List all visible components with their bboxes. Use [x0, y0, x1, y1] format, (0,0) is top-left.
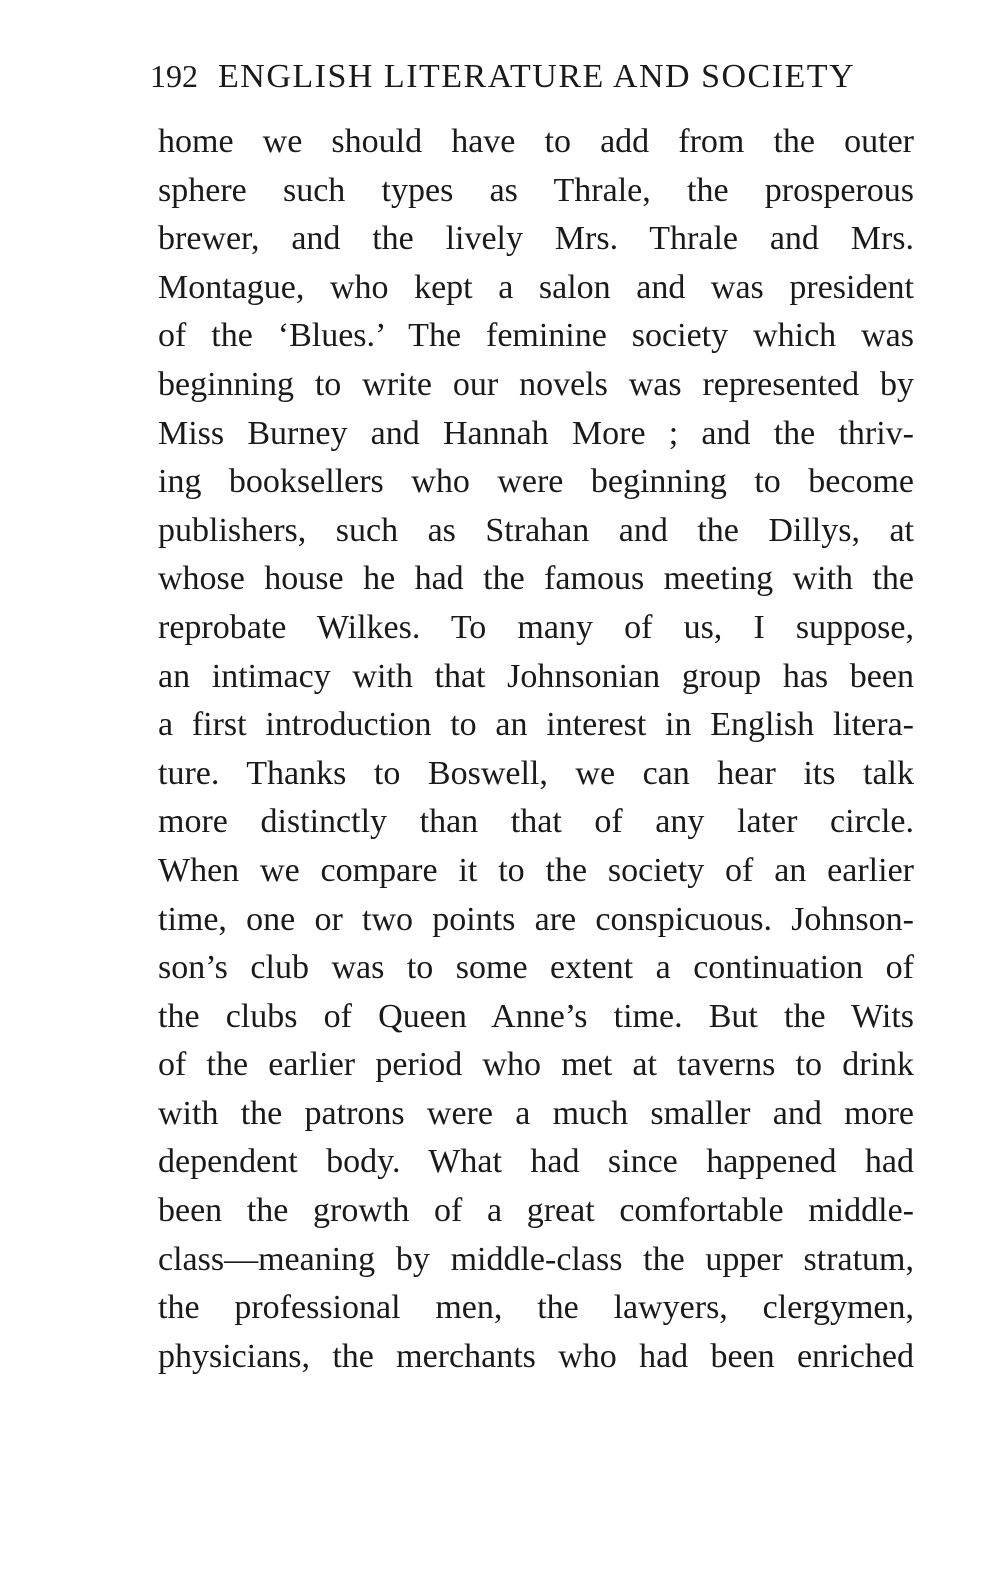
running-head	[150, 52, 920, 100]
running-title: ENGLISH LITERATURE AND SOCIETY	[218, 58, 856, 95]
text-line: physicians, the merchants who had been enriched	[158, 1337, 914, 1375]
text-line: beginning to write our novels was represented by	[158, 365, 914, 403]
text-line: ture. Thanks to Boswell, we can hear its talk	[158, 754, 914, 792]
text-line: ing booksellers who were beginning to become	[158, 463, 914, 501]
text-line: home we should have to add from the outer	[158, 123, 914, 160]
text-line: an intimacy with that Johnsonian group has been	[158, 657, 914, 695]
text-line: been the growth of a great comfortable middle-	[158, 1192, 914, 1230]
text-line: brewer, and the lively Mrs. Thrale and Mrs.	[158, 220, 914, 258]
text-line: of the earlier period who met at taverns to drink	[158, 1046, 914, 1084]
body-text	[158, 118, 914, 1381]
text-line: class—meaning by middle-class the upper stratum,	[158, 1240, 914, 1278]
text-line: When we compare it to the society of an earlier	[158, 851, 914, 889]
text-line: Miss Burney and Hannah More ; and the thriv-	[158, 414, 914, 452]
text-line: son’s club was to some extent a continuation of	[158, 949, 914, 987]
text-line: the clubs of Queen Anne’s time. But the Wits	[158, 997, 914, 1035]
text-line: publishers, such as Strahan and the Dillys, at	[158, 511, 914, 549]
text-line: a first introduction to an interest in English litera-	[158, 706, 914, 744]
page-number: 192	[150, 58, 198, 94]
text-line: sphere such types as Thrale, the prosperous	[158, 171, 914, 209]
text-line: Montague, who kept a salon and was president	[158, 268, 914, 306]
text-line: time, one or two points are conspicuous. Johnson-	[158, 900, 914, 938]
text-line: more distinctly than that of any later circle.	[158, 803, 914, 841]
text-line: reprobate Wilkes. To many of us, I suppose,	[158, 608, 914, 646]
text-line: whose house he had the famous meeting with the	[158, 560, 914, 598]
text-line: dependent body. What had since happened had	[158, 1143, 914, 1181]
text-line: of the ‘Blues.’ The feminine society which was	[158, 317, 914, 355]
text-line: with the patrons were a much smaller and more	[158, 1094, 914, 1132]
text-line: the professional men, the lawyers, clergymen,	[158, 1289, 914, 1327]
